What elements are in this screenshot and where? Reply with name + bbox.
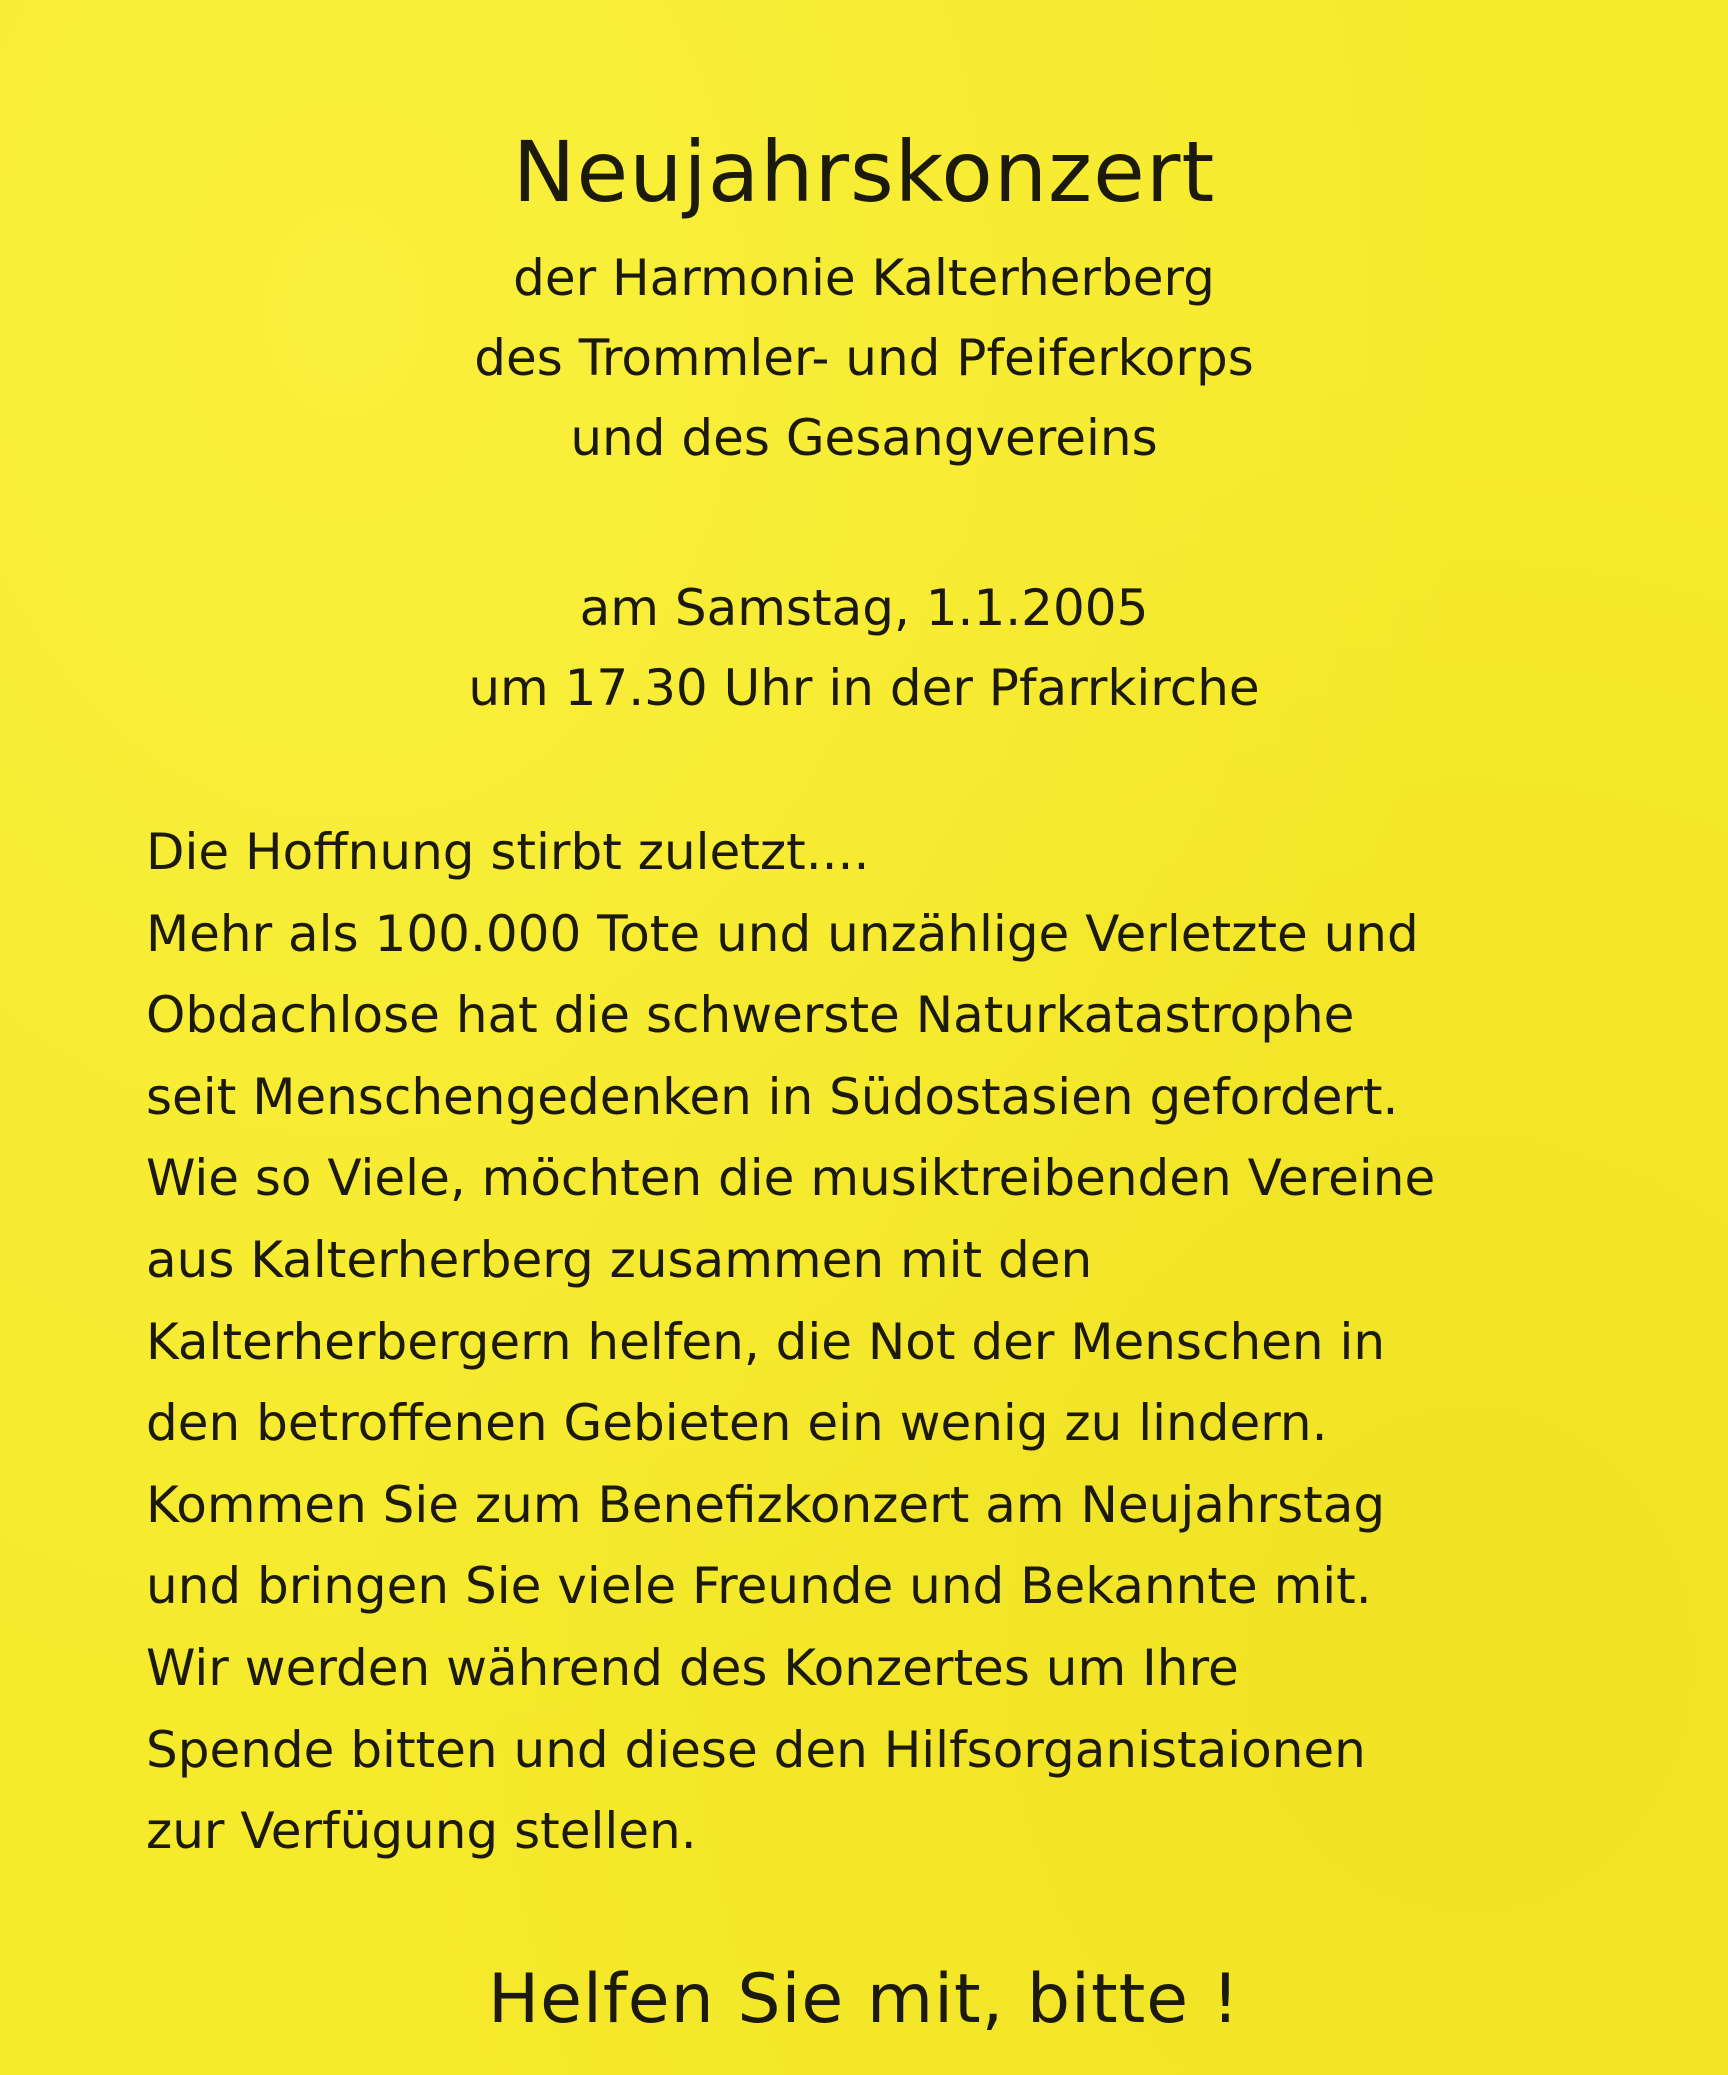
appeal-line: seit Menschengedenken in Südostasien gefordert.: [146, 1067, 1399, 1126]
organizer-line: und des Gesangvereins: [570, 409, 1158, 467]
appeal-line: Kalterherbergern helfen, die Not der Menschen in: [146, 1312, 1386, 1371]
appeal-line: Obdachlose hat die schwerste Naturkatastrophe: [146, 986, 1355, 1045]
closing-call: Helfen Sie mit, bitte !: [488, 1960, 1240, 2039]
event-details: [0, 568, 1728, 728]
appeal-line: und bringen Sie viele Freunde und Bekannte mit.: [146, 1557, 1372, 1616]
event-time-place: um 17.30 Uhr in der Pfarrkirche: [468, 659, 1260, 717]
organizer-line: der Harmonie Kalterherberg: [513, 249, 1215, 307]
organizers-block: [0, 238, 1728, 478]
appeal-line: zur Verfügung stellen.: [146, 1802, 697, 1861]
event-date: am Samstag, 1.1.2005: [579, 579, 1149, 637]
appeal-line: aus Kalterherberg zusammen mit den: [146, 1230, 1093, 1289]
appeal-line: Spende bitten und diese den Hilfsorganistaionen: [146, 1720, 1366, 1779]
appeal-line: Wir werden während des Konzertes um Ihre: [146, 1638, 1239, 1697]
appeal-line: Die Hoffnung stirbt zuletzt....: [146, 823, 870, 881]
appeal-text: [146, 812, 1616, 1873]
appeal-line: Kommen Sie zum Benefizkonzert am Neujahrstag: [146, 1475, 1386, 1534]
poster-title: Neujahrskonzert: [512, 123, 1216, 221]
appeal-line: den betroffenen Gebieten ein wenig zu lindern.: [146, 1394, 1328, 1453]
appeal-line: Mehr als 100.000 Tote und unzählige Verletzte und: [146, 904, 1419, 963]
organizer-line: des Trommler- und Pfeiferkorps: [474, 329, 1254, 387]
appeal-line: Wie so Viele, möchten die musiktreibenden Vereine: [146, 1149, 1436, 1208]
